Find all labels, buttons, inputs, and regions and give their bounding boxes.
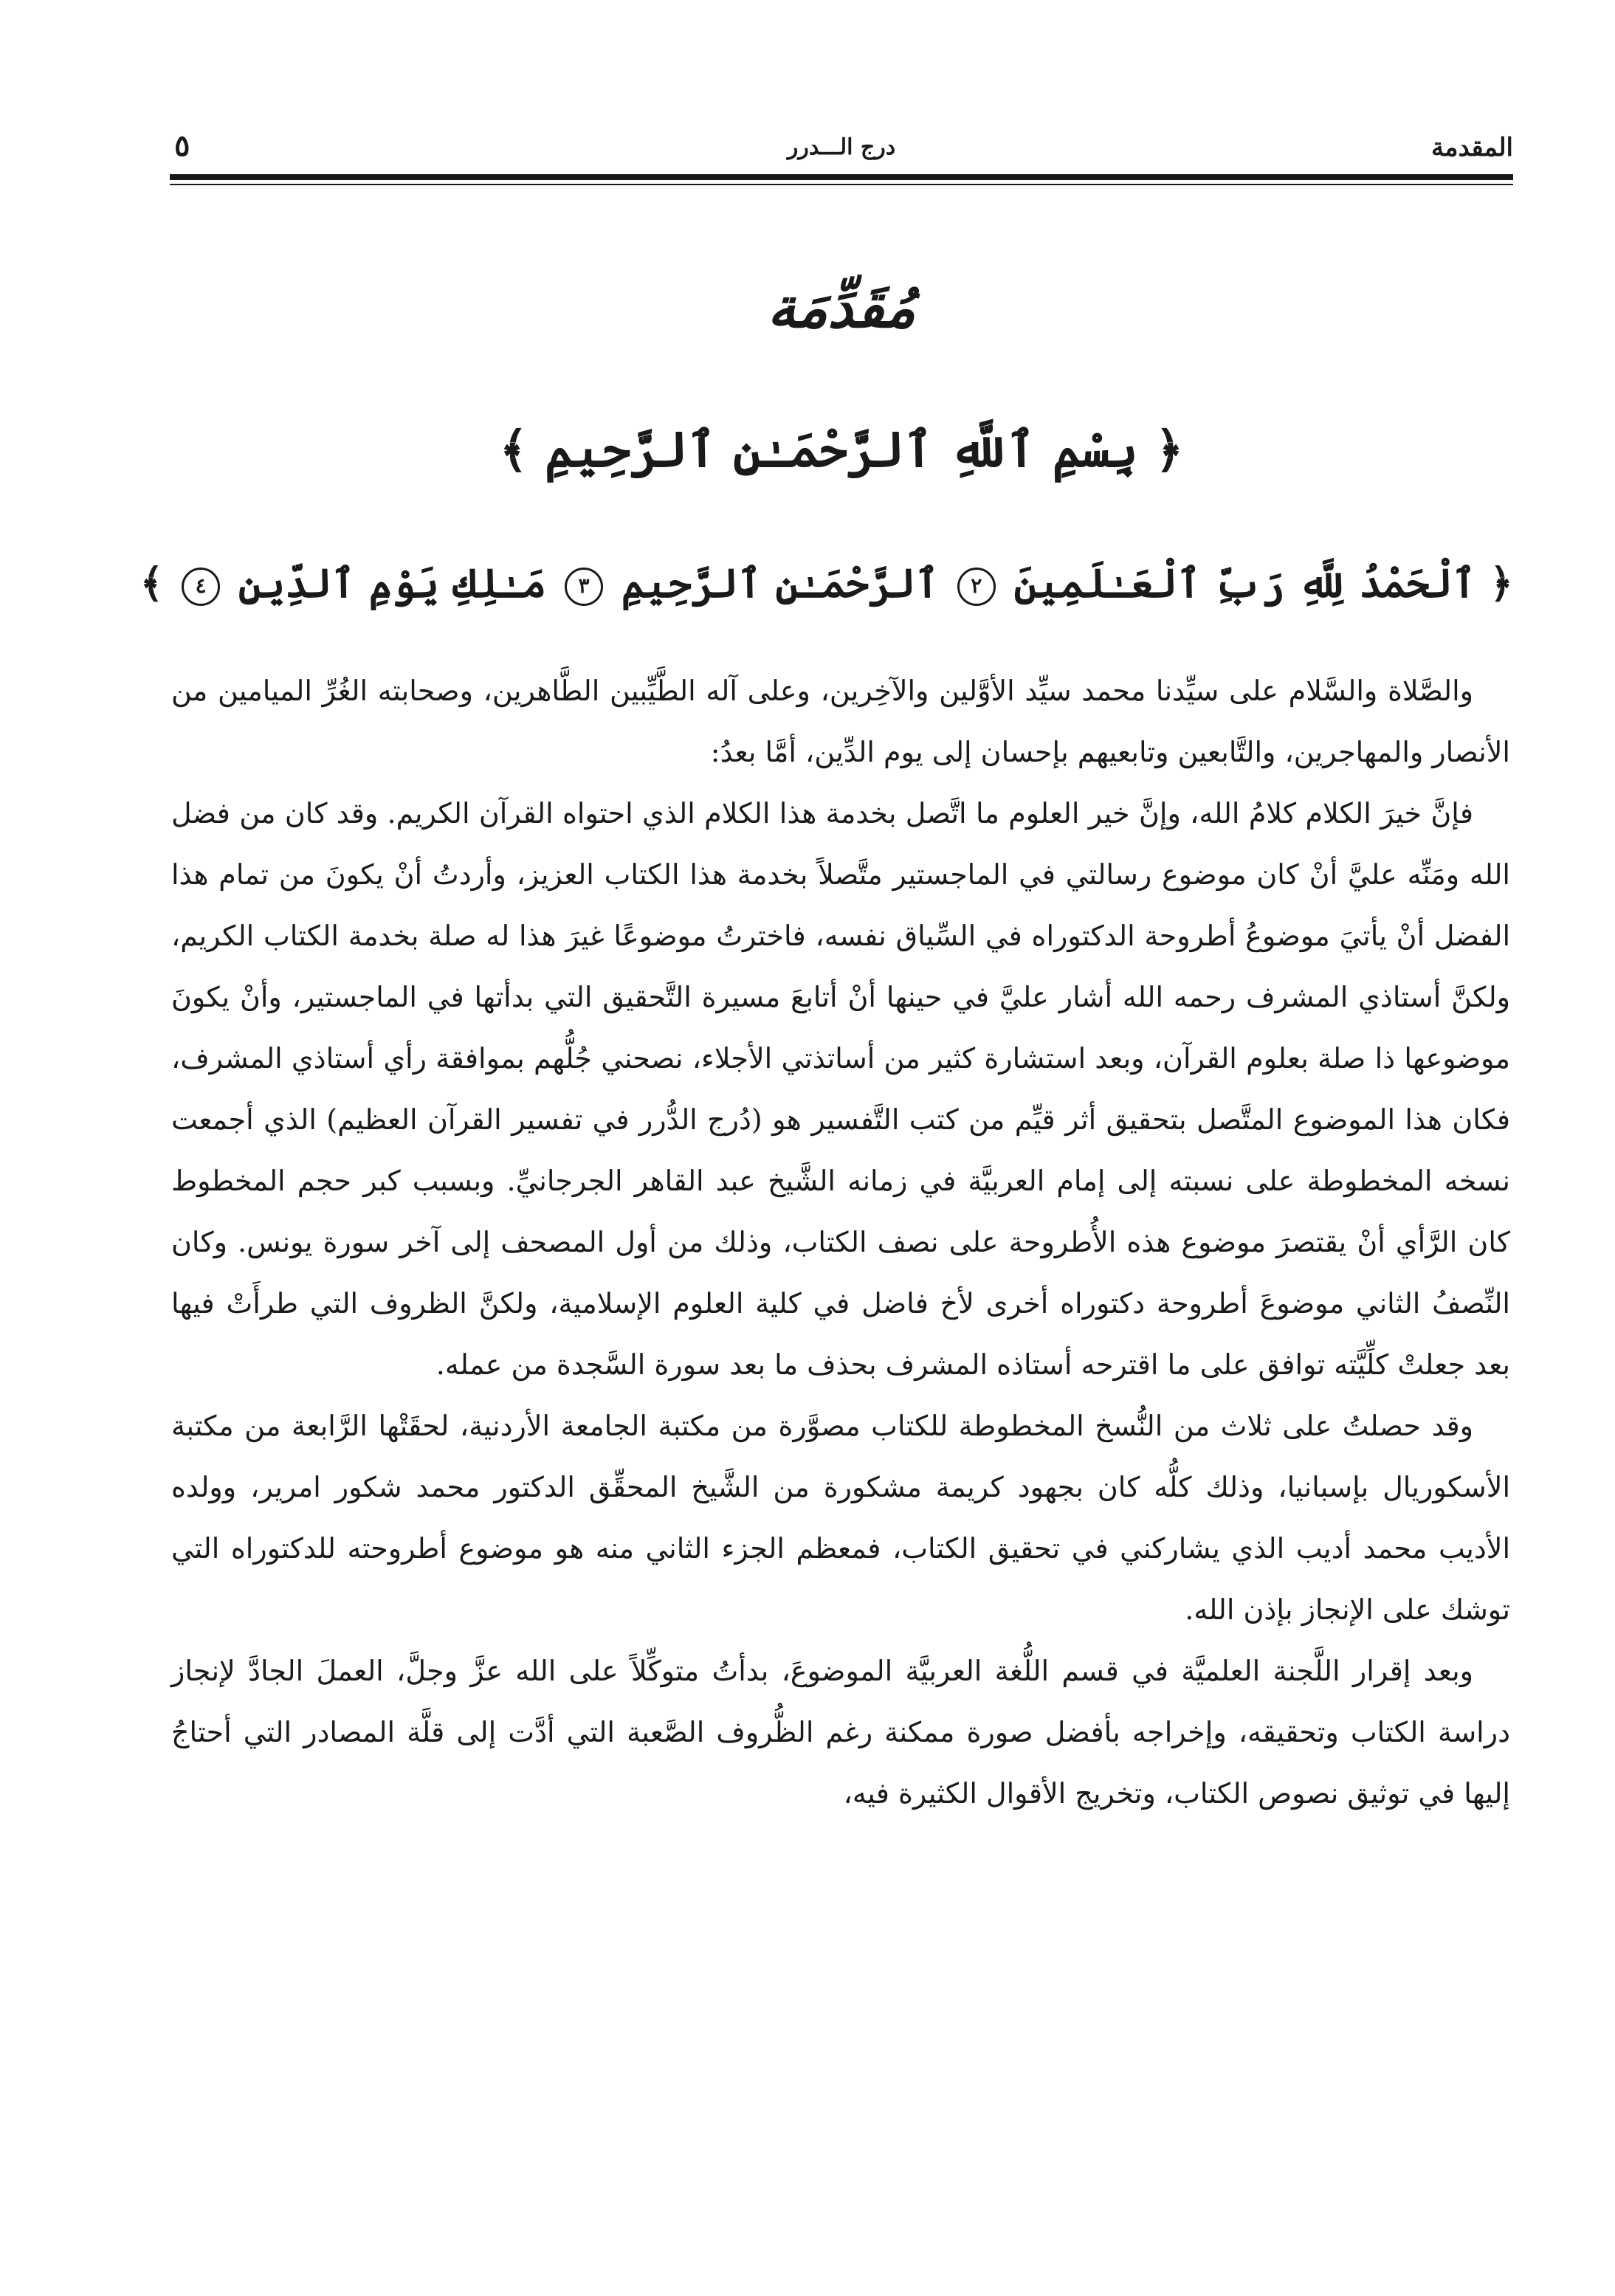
ayah-number-mark: ٢ (957, 568, 996, 606)
verse-3: مَـٰلِكِ يَوْمِ ٱلدِّينِ (238, 559, 547, 607)
running-header (170, 124, 1513, 176)
header-rule-thick (170, 174, 1513, 180)
ayah-number-mark: ٣ (565, 568, 603, 606)
paragraph-opening: والصَّلاة والسَّلام على سيِّدنا محمد سيِّد الأوَّلين والآخِرين، وعلى آله الطَّيِّبين الطَّاهرين، وصحابته الغُرِّ الميامين من الأنصار والمهاجرين، والتَّابعين وتابعيهم بإحسان إلى يوم الدِّين، أمَّا بعدُ: (171, 675, 1510, 768)
paragraph-manuscripts: وقد حصلتُ على ثلاث من النُّسخ المخطوطة للكتاب مصوَّرة من مكتبة الجامعة الأردنية، لحقَتْها الرَّابعة من مكتبة الأسكوريال بإسبانيا، وذلك كلُّه كان بجهود كريمة مشكورة من الشَّيخ المحقِّق الدكتور محمد شكور امرير، وولده الأديب محمد أديب الذي يشاركني في تحقيق الكتاب، فمعظم الجزء الثاني منه هو موضوع أطروحته للدكتوراه التي توشك على الإنجاز بإذن الله. (171, 1410, 1511, 1626)
header-section-title: المقدمة (1431, 133, 1513, 162)
header-rule-thin (170, 184, 1513, 185)
ayah-number-mark: ٤ (182, 568, 220, 606)
header-book-title: درج الـــدرر (787, 134, 896, 160)
fatiha-verses (140, 559, 1513, 607)
verse-1: ٱلْحَمْدُ لِلَّهِ رَبِّ ٱلْعَـٰلَمِينَ (1013, 559, 1476, 607)
paragraph-work: وبعد إقرار اللَّجنة العلميَّة في قسم اللُّغة العربيَّة الموضوعَ، بدأتُ متوكِّلاً على الله عزَّ وجلَّ، العملَ الجادَّ لإنجاز دراسة الكتاب وتحقيقه، وإخراجه بأفضل صورة ممكنة رغم الظُّروف الصَّعبة التي أدَّت إلى قلَّة المصادر التي أحتاجُ إليها في توثيق نصوص الكتاب، وتخريج الأقوال الكثيرة فيه، (171, 1655, 1510, 1810)
basmala-verse: ﴿ بِسْمِ ٱللَّهِ ٱلرَّحْمَـٰنِ ٱلرَّحِيمِ ﴾ (499, 421, 1184, 478)
verse-bracket-close: ﴾ (140, 559, 164, 607)
verse-bracket-open: ﴿ (1490, 559, 1513, 607)
paragraph-topic: فإنَّ خيرَ الكلام كلامُ الله، وإنَّ خير العلوم ما اتَّصل بخدمة هذا الكلام الذي احتواه القرآن الكريم. وقد كان من فضل الله ومَنِّه عليَّ أنْ كان موضوع رسالتي في الماجستير متَّصلاً بخدمة هذا الكتاب العزيز، وأردتُ أنْ يكونَ من تمام هذا الفضل أنْ يأتيَ موضوعُ أطروحة الدكتوراه في السِّياق نفسه، فاخترتُ موضوعًا غيرَ هذا له صلة بخدمة الكتاب الكريم، ولكنَّ أستاذي المشرف رحمه الله أشار عليَّ في حينها أنْ أتابعَ مسيرة التَّحقيق التي بدأتها في الماجستير، وأنْ يكونَ موضوعها ذا صلة بعلوم القرآن، وبعد استشارة كثير من أساتذتي الأجلاء، نصحني جُلُّهم بموافقة رأي أستاذي المشرف، فكان هذا الموضوع المتَّصل بتحقيق أثر قيِّم من كتب التَّفسير هو (دُرج الدُّرر في تفسير القرآن العظيم) الذي أجمعت نسخه المخطوطة على نسبته إلى إمام العربيَّة في زمانه الشَّيخ عبد القاهر الجرجانيِّ. وبسبب كبر حجم المخطوط كان الرَّأي أنْ يقتصرَ موضوع هذه الأُطروحة على نصف الكتاب، وذلك من أول المصحف إلى آخر سورة يونس. وكان النِّصفُ الثاني موضوعَ أطروحة دكتوراه أخرى لأخ فاضل في كلية العلوم الإسلامية، ولكنَّ الظروف التي طرأَتْ فيها بعد جعلتْ كلِّيَّته توافق على ما اقترحه أستاذه المشرف بحذف ما بعد سورة السَّجدة من عمله. (171, 797, 1510, 1381)
verse-2: ٱلرَّحْمَـٰنِ ٱلرَّحِيمِ (621, 559, 939, 607)
body-text (171, 661, 1510, 1824)
page-number: ٥ (174, 128, 190, 163)
chapter-title: مُقَدِّمَة (767, 275, 916, 340)
